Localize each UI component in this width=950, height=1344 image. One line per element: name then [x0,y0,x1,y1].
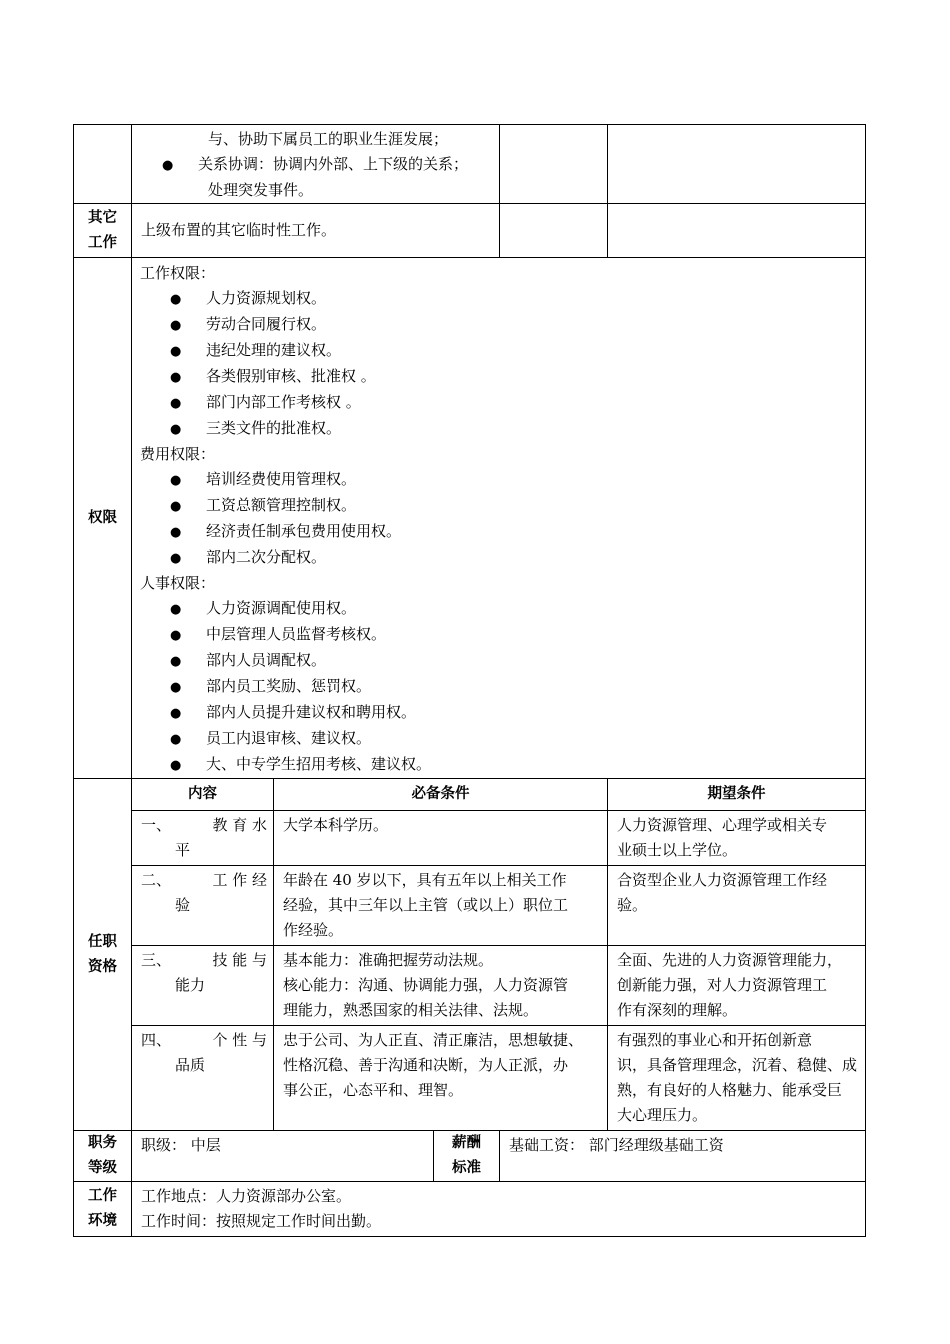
qualification-item-line1 [141,868,267,893]
other-work-row [74,204,866,258]
environment-label [74,1182,132,1237]
bullet-icon: ● [170,370,182,385]
duty-continuation-text-2: 处理突发事件。 [208,181,314,199]
bullet-icon: ● [170,654,182,669]
desired-condition [608,1026,866,1131]
header-content: 内容 [132,779,274,811]
duty-bullet-item [132,152,499,178]
grade-label-line2: 等级 [88,1160,117,1176]
authority-item [140,364,865,390]
desired-condition-line: 合资型企业人力资源管理工作经 [617,871,828,889]
required-condition [274,1026,608,1131]
desired-condition-line: 熟，有良好的人格魅力、能承受巨 [617,1081,843,1099]
qualification-row [74,946,866,1026]
required-condition-line: 忠于公司、为人正直、清正廉洁，思想敏捷、 [283,1031,584,1049]
bullet-icon: ● [170,525,182,540]
authority-item-text: 劳动合同履行权。 [206,315,327,333]
qualification-item [132,946,274,1026]
authority-item-text: 人力资源规划权。 [206,289,327,307]
qualification-item-title: 技 能 与 [212,951,267,969]
qualification-item-line1 [141,813,267,838]
desired-condition-line: 全面、先进的人力资源管理能力， [617,951,843,969]
qualification-item-line1 [141,948,267,973]
pay-label-line2: 标准 [452,1160,481,1176]
grade-level: 职级： 中层 [132,1131,434,1182]
authority-item [140,286,865,312]
authority-item-text: 人力资源调配使用权。 [206,599,357,617]
required-condition [274,866,608,946]
authority-item-text: 各类假别审核、批准权 。 [206,367,376,385]
authority-item [140,416,865,442]
required-condition-line: 基本能力：准确把握劳动法规。 [283,951,494,969]
empty-cell [500,125,608,204]
pay-label [434,1131,500,1182]
desired-condition-line: 人力资源管理、心理学或相关专 [617,816,828,834]
desired-condition [608,866,866,946]
required-condition-line: 核心能力：沟通、协调能力强，人力资源管 [283,976,569,994]
continued-duties-cell [132,125,500,204]
continued-duties-row [74,125,866,204]
environment-label-line2: 环境 [88,1213,117,1229]
authority-item [140,596,865,622]
authority-item [140,312,865,338]
desired-condition [608,946,866,1026]
desired-condition-line: 作有深刻的理解。 [617,1001,738,1019]
empty-label-cell [74,125,132,204]
grade-label-line1: 职务 [88,1135,117,1151]
authority-item [140,726,865,752]
authority-item [140,674,865,700]
required-condition [274,946,608,1026]
duty-bullet-text: 关系协调：协调内外部、上下级的关系； [198,155,469,173]
environment-label-line1: 工作 [88,1188,117,1204]
bullet-icon: ● [162,158,174,173]
header-required: 必备条件 [274,779,608,811]
work-time: 工作时间：按照规定工作时间出勤。 [141,1212,382,1230]
authority-item-text: 部内员工奖励、惩罚权。 [206,677,372,695]
qualification-item-title-cont: 验 [175,896,191,914]
qualification-item-number: 四、 [141,1031,172,1049]
authority-item-text: 中层管理人员监督考核权。 [206,625,387,643]
qualification-label [74,779,132,1131]
qualification-row [74,866,866,946]
bullet-icon: ● [170,602,182,617]
authority-item-text: 违纪处理的建议权。 [206,341,342,359]
authority-item [140,648,865,674]
bullet-icon: ● [170,706,182,721]
authority-content [132,258,866,779]
required-condition-line: 大学本科学历。 [283,816,389,834]
desired-condition-line: 有强烈的事业心和开拓创新意 [617,1031,813,1049]
authority-item [140,545,865,571]
qualification-row [74,1026,866,1131]
bullet-icon: ● [170,680,182,695]
authority-item [140,752,865,778]
desired-condition-line: 识，具备管理理念，沉着、稳健、成 [617,1056,858,1074]
qualification-item-title-cont: 品质 [175,1056,206,1074]
authority-group-title: 费用权限： [140,445,216,463]
authority-item-text: 三类文件的批准权。 [206,419,342,437]
desired-condition-line: 业硕士以上学位。 [617,841,738,859]
authority-item-text: 培训经费使用管理权。 [206,470,357,488]
qualification-item-title: 工 作 经 [212,871,267,889]
authority-item-text: 经济责任制承包费用使用权。 [206,522,402,540]
environment-content [132,1182,866,1237]
other-work-text: 上级布置的其它临时性工作。 [132,204,500,258]
pay-label-line1: 薪酬 [452,1135,481,1151]
qualification-item-title: 个 性 与 [212,1031,267,1049]
authority-group-title: 人事权限： [140,574,216,592]
authority-item [140,467,865,493]
work-place: 工作地点：人力资源部办公室。 [141,1187,352,1205]
authority-item [140,700,865,726]
authority-item-text: 员工内退审核、建议权。 [206,729,372,747]
empty-cell [500,204,608,258]
qualification-label-line1: 任职 [88,933,117,950]
authority-label: 权限 [74,258,132,779]
authority-groups [140,261,865,778]
bullet-icon: ● [170,344,182,359]
header-desired: 期望条件 [608,779,866,811]
qualification-item [132,811,274,866]
qualification-item-number: 三、 [141,951,172,969]
bullet-icon: ● [170,473,182,488]
authority-item-text: 工资总额管理控制权。 [206,496,357,514]
required-condition-line: 经验，其中三年以上主管（或以上）职位工 [283,896,569,914]
authority-row [74,258,866,779]
bullet-icon: ● [170,758,182,773]
desired-condition-line: 创新能力强，对人力资源管理工 [617,976,828,994]
grade-row [74,1131,866,1182]
bullet-icon: ● [170,628,182,643]
required-condition-line: 性格沉稳、善于沟通和决断，为人正派，办 [283,1056,569,1074]
qualification-item-line1 [141,1028,267,1053]
bullet-icon: ● [170,318,182,333]
qualification-label-line2: 资格 [88,958,117,975]
authority-item [140,493,865,519]
grade-label [74,1131,132,1182]
qualification-item [132,1026,274,1131]
pay-standard: 基础工资： 部门经理级基础工资 [500,1131,866,1182]
desired-condition [608,811,866,866]
bullet-icon: ● [170,551,182,566]
qualification-item-title-cont: 平 [175,841,191,859]
bullet-icon: ● [170,422,182,437]
empty-cell [608,204,866,258]
required-condition-line: 事公正，心态平和、理智。 [283,1081,464,1099]
job-description-table [73,124,866,1237]
authority-item [140,519,865,545]
qualification-row [74,811,866,866]
qualification-item-number: 二、 [141,871,172,889]
required-condition [274,811,608,866]
authority-item-text: 部内二次分配权。 [206,548,327,566]
duty-continuation-text: 与、协助下属员工的职业生涯发展； [208,130,449,148]
authority-item [140,338,865,364]
desired-condition-line: 验。 [617,896,648,914]
other-work-label-line1: 其它 [88,209,117,226]
qualification-header-row [74,779,866,811]
qualification-item [132,866,274,946]
authority-item [140,622,865,648]
bullet-icon: ● [170,396,182,411]
authority-item-text: 部内人员提升建议权和聘用权。 [206,703,417,721]
required-condition-line: 理能力，熟悉国家的相关法律、法规。 [283,1001,539,1019]
environment-row [74,1182,866,1237]
bullet-icon: ● [170,732,182,747]
required-condition-line: 年龄在 40 岁以下，具有五年以上相关工作 [283,871,567,889]
other-work-label [74,204,132,258]
authority-item-text: 部门内部工作考核权 。 [206,393,361,411]
authority-group-title: 工作权限： [140,264,216,282]
bullet-icon: ● [170,292,182,307]
qualification-item-number: 一、 [141,816,172,834]
authority-item [140,390,865,416]
qualification-item-title: 教 育 水 [212,816,267,834]
authority-item-text: 部内人员调配权。 [206,651,327,669]
qualification-item-title-cont: 能力 [175,976,206,994]
other-work-label-line2: 工作 [88,234,117,251]
required-condition-line: 作经验。 [283,921,344,939]
empty-cell [608,125,866,204]
bullet-icon: ● [170,499,182,514]
desired-condition-line: 大心理压力。 [617,1106,708,1124]
authority-item-text: 大、中专学生招用考核、建议权。 [206,755,432,773]
